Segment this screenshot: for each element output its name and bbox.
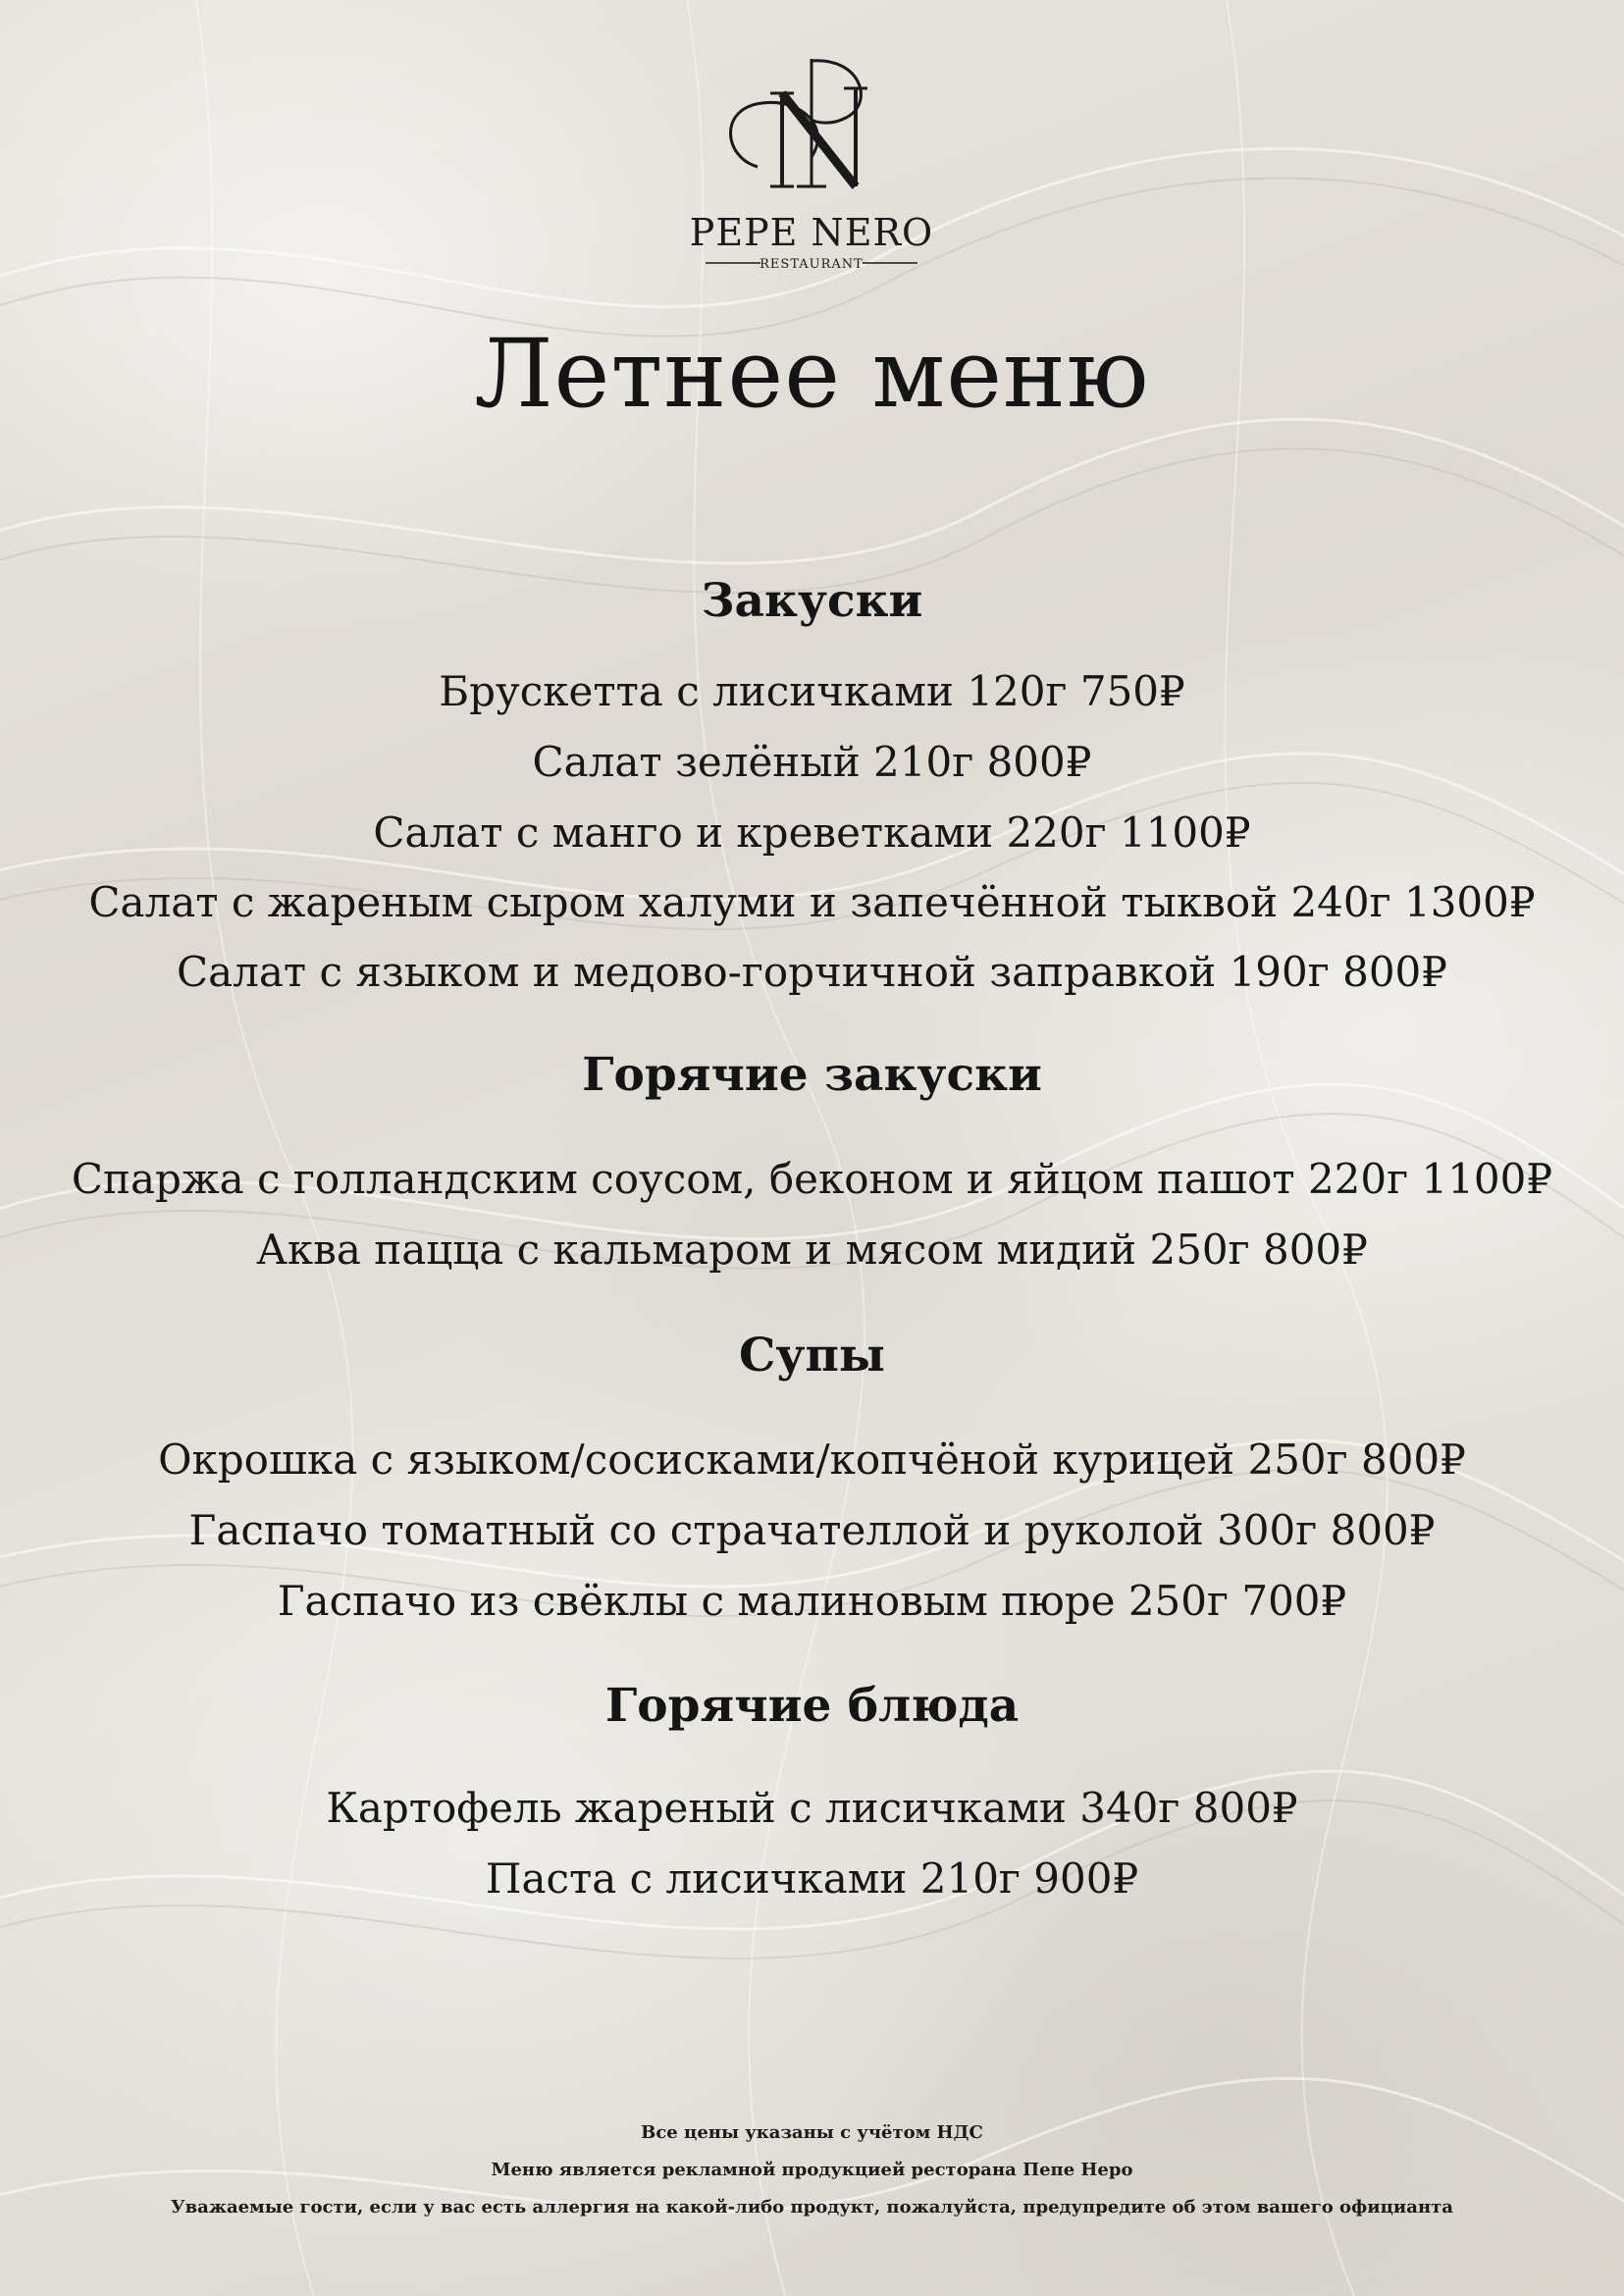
section-heading-hot-dishes: Горячие блюда (604, 1679, 1020, 1733)
section-heading-soups: Супы (738, 1329, 885, 1383)
menu-item: Салат с языком и медово-горчичной заправкой 190г 800₽ (176, 948, 1447, 996)
menu-item: Гаспачо из свёклы с малиновым пюре 250г 700₽ (277, 1577, 1347, 1625)
menu-item: Спаржа с голландским соусом, беконом и яйцом пашот 220г 1100₽ (71, 1155, 1553, 1203)
menu-item: Брускетта с лисичками 120г 750₽ (439, 667, 1185, 715)
menu-item: Салат с манго и креветками 220г 1100₽ (373, 809, 1251, 857)
menu-item: Окрошка с языком/сосисками/копчёной курицей 250г 800₽ (158, 1435, 1466, 1484)
section-heading-hot-appetizers: Горячие закуски (582, 1048, 1042, 1102)
menu-item: Салат зелёный 210г 800₽ (532, 738, 1092, 786)
footer-vat-note: Все цены указаны с учётом НДС (641, 2122, 983, 2143)
restaurant-logo (664, 49, 959, 285)
logo-brand-name: PEPE NERO (689, 211, 934, 254)
monogram-logo-icon (664, 49, 959, 285)
menu-item: Гаспачо томатный со страчателлой и руколой 300г 800₽ (188, 1506, 1436, 1554)
footer-allergy-note: Уважаемые гости, если у вас есть аллергия на какой-либо продукт, пожалуйста, предупредите об этом вашего официанта (171, 2197, 1453, 2218)
menu-item: Салат с жареным сыром халуми и запечённой тыквой 240г 1300₽ (88, 878, 1536, 926)
menu-item: Паста с лисичками 210г 900₽ (485, 1854, 1139, 1903)
section-heading-appetizers: Закуски (701, 574, 923, 628)
menu-item: Картофель жареный с лисичками 340г 800₽ (326, 1784, 1298, 1832)
footer-advert-note: Меню является рекламной продукцией ресторана Пепе Неро (491, 2160, 1133, 2180)
logo-subtitle: RESTAURANT (760, 257, 864, 272)
menu-title: Летнее меню (474, 319, 1150, 429)
menu-item: Аква пацца с кальмаром и мясом мидий 250г 800₽ (256, 1226, 1368, 1274)
